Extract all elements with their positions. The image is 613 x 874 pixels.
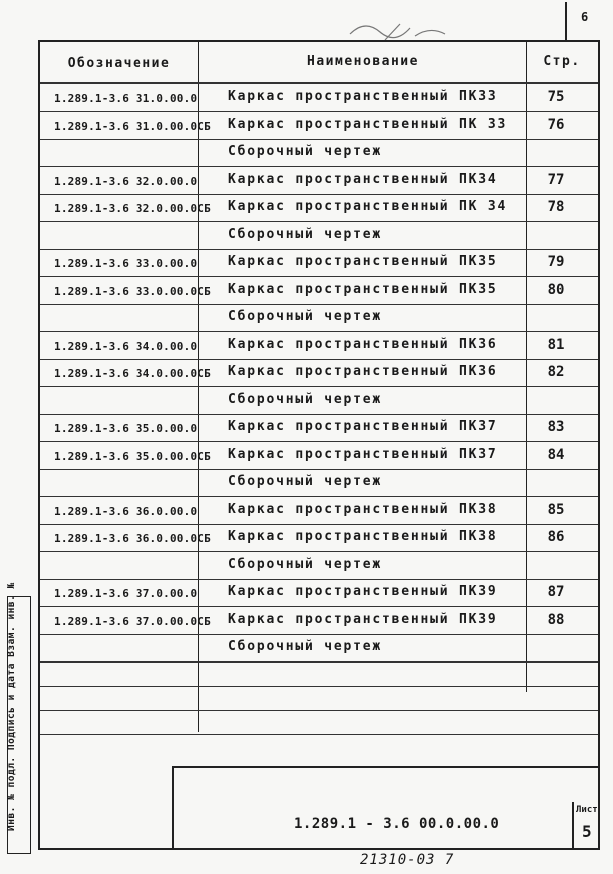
table-row — [40, 554, 598, 578]
row-name: Каркас пространственный ПК36 — [228, 336, 498, 352]
row-name: Каркас пространственный ПК39 — [228, 611, 498, 627]
row-name: Сборочный чертеж — [228, 391, 383, 407]
table-row — [40, 306, 598, 330]
row-page: 77 — [547, 171, 565, 188]
row-divider — [40, 496, 598, 497]
row-page: 82 — [547, 364, 565, 380]
sheet-number: 5 — [582, 822, 592, 841]
table-row — [40, 389, 598, 413]
row-page: 78 — [547, 199, 565, 215]
header-divider — [40, 82, 598, 84]
row-code: 1.289.1-3.6 33.0.00.0СБ — [54, 284, 211, 298]
header-name: Наименование — [307, 54, 419, 69]
blank-line — [40, 710, 598, 711]
row-name: Каркас пространственный ПК37 — [228, 419, 498, 434]
row-divider — [40, 221, 598, 222]
row-divider — [40, 551, 598, 552]
table-row — [40, 334, 598, 358]
row-code: 1.289.1-3.6 35.0.00.0 — [54, 422, 198, 435]
table-row — [40, 499, 598, 523]
row-page: 84 — [547, 446, 565, 463]
row-divider — [40, 166, 598, 167]
row-divider — [40, 111, 598, 112]
row-name: Каркас пространственный ПК35 — [228, 281, 498, 297]
row-code: 1.289.1-3.6 31.0.00.0СБ — [54, 119, 211, 133]
row-divider — [40, 634, 598, 635]
table-row — [40, 416, 598, 440]
row-name: Каркас пространственный ПК35 — [228, 254, 498, 269]
table-row — [40, 636, 598, 660]
row-page: 79 — [547, 254, 565, 270]
row-divider — [40, 386, 598, 387]
row-code: 1.289.1-3.6 34.0.00.0 — [54, 339, 198, 353]
table-row — [40, 609, 598, 633]
row-name: Каркас пространственный ПК34 — [228, 171, 498, 187]
row-code: 1.289.1-3.6 32.0.00.0 — [54, 174, 198, 188]
row-code: 1.289.1-3.6 32.0.00.0СБ — [54, 202, 211, 215]
row-name: Сборочный чертеж — [228, 226, 383, 242]
table-row — [40, 196, 598, 220]
table-row — [40, 251, 598, 275]
row-name: Каркас пространственный ПК37 — [228, 446, 498, 462]
side-strip — [6, 582, 31, 854]
row-page: 76 — [547, 116, 565, 133]
footer-number: 21310-03 7 — [360, 852, 455, 868]
row-name: Сборочный чертеж — [228, 474, 383, 489]
blank-line — [40, 662, 598, 663]
row-name: Каркас пространственный ПК 33 — [228, 116, 508, 132]
row-code: 1.289.1-3.6 33.0.00.0 — [54, 257, 198, 270]
table-row — [40, 86, 598, 110]
row-page: 81 — [547, 336, 565, 353]
row-page: 85 — [547, 501, 565, 518]
table-row — [40, 444, 598, 468]
row-name: Сборочный чертеж — [228, 556, 383, 572]
row-code: 1.289.1-3.6 37.0.00.0 — [54, 587, 198, 600]
row-code: 1.289.1-3.6 36.0.00.0 — [54, 504, 198, 518]
blank-line — [40, 686, 598, 687]
row-code: 1.289.1-3.6 31.0.00.0 — [54, 92, 198, 105]
table-row — [40, 279, 598, 303]
row-divider — [40, 359, 598, 360]
row-name: Каркас пространственный ПК38 — [228, 501, 498, 517]
row-divider — [40, 304, 598, 305]
row-divider — [40, 579, 598, 580]
row-divider — [40, 276, 598, 277]
row-name: Сборочный чертеж — [228, 309, 383, 324]
row-page: 80 — [547, 281, 565, 298]
row-name: Каркас пространственный ПК33 — [228, 89, 498, 104]
row-name: Каркас пространственный ПК 34 — [228, 199, 508, 214]
row-code: 1.289.1-3.6 36.0.00.0СБ — [54, 532, 211, 545]
row-divider — [40, 606, 598, 607]
header-code: Обозначение — [67, 56, 171, 71]
row-divider — [40, 331, 598, 332]
stamp-code: 1.289.1 - 3.6 00.0.00.0 — [294, 816, 500, 832]
row-divider — [40, 194, 598, 195]
row-divider — [40, 524, 598, 525]
corner-number: 6 — [581, 10, 589, 24]
row-divider — [40, 441, 598, 442]
row-page: 75 — [547, 89, 565, 105]
table-row — [40, 114, 598, 138]
row-code: 1.289.1-3.6 35.0.00.0СБ — [54, 449, 211, 463]
table-frame — [38, 40, 600, 850]
row-page: 83 — [547, 419, 565, 435]
row-page: 88 — [547, 611, 565, 628]
row-name: Каркас пространственный ПК38 — [228, 529, 498, 544]
table-row — [40, 581, 598, 605]
row-name: Каркас пространственный ПК39 — [228, 584, 498, 599]
sheet-label: Лист — [576, 805, 598, 815]
row-divider — [40, 249, 598, 250]
corner-page-box — [565, 2, 607, 40]
header-page: Стр. — [543, 54, 581, 69]
table-row — [40, 169, 598, 193]
table-row — [40, 141, 598, 165]
row-divider — [40, 139, 598, 140]
side-strip-text: Инв. № подл. Подпись и дата Взам. инв. № — [6, 582, 17, 831]
row-name: Каркас пространственный ПК36 — [228, 364, 498, 379]
table-row — [40, 224, 598, 248]
sheet-box — [572, 802, 600, 850]
blank-line — [40, 734, 598, 735]
table-row — [40, 471, 598, 495]
table-row — [40, 361, 598, 385]
row-name: Сборочный чертеж — [228, 144, 383, 159]
row-code: 1.289.1-3.6 34.0.00.0СБ — [54, 367, 211, 380]
row-page: 86 — [547, 529, 565, 545]
table-row — [40, 526, 598, 550]
title-stamp — [172, 766, 600, 850]
row-code: 1.289.1-3.6 37.0.00.0СБ — [54, 614, 211, 628]
row-page: 87 — [547, 584, 565, 600]
row-divider — [40, 414, 598, 415]
row-name: Сборочный чертеж — [228, 639, 383, 654]
row-divider — [40, 469, 598, 470]
